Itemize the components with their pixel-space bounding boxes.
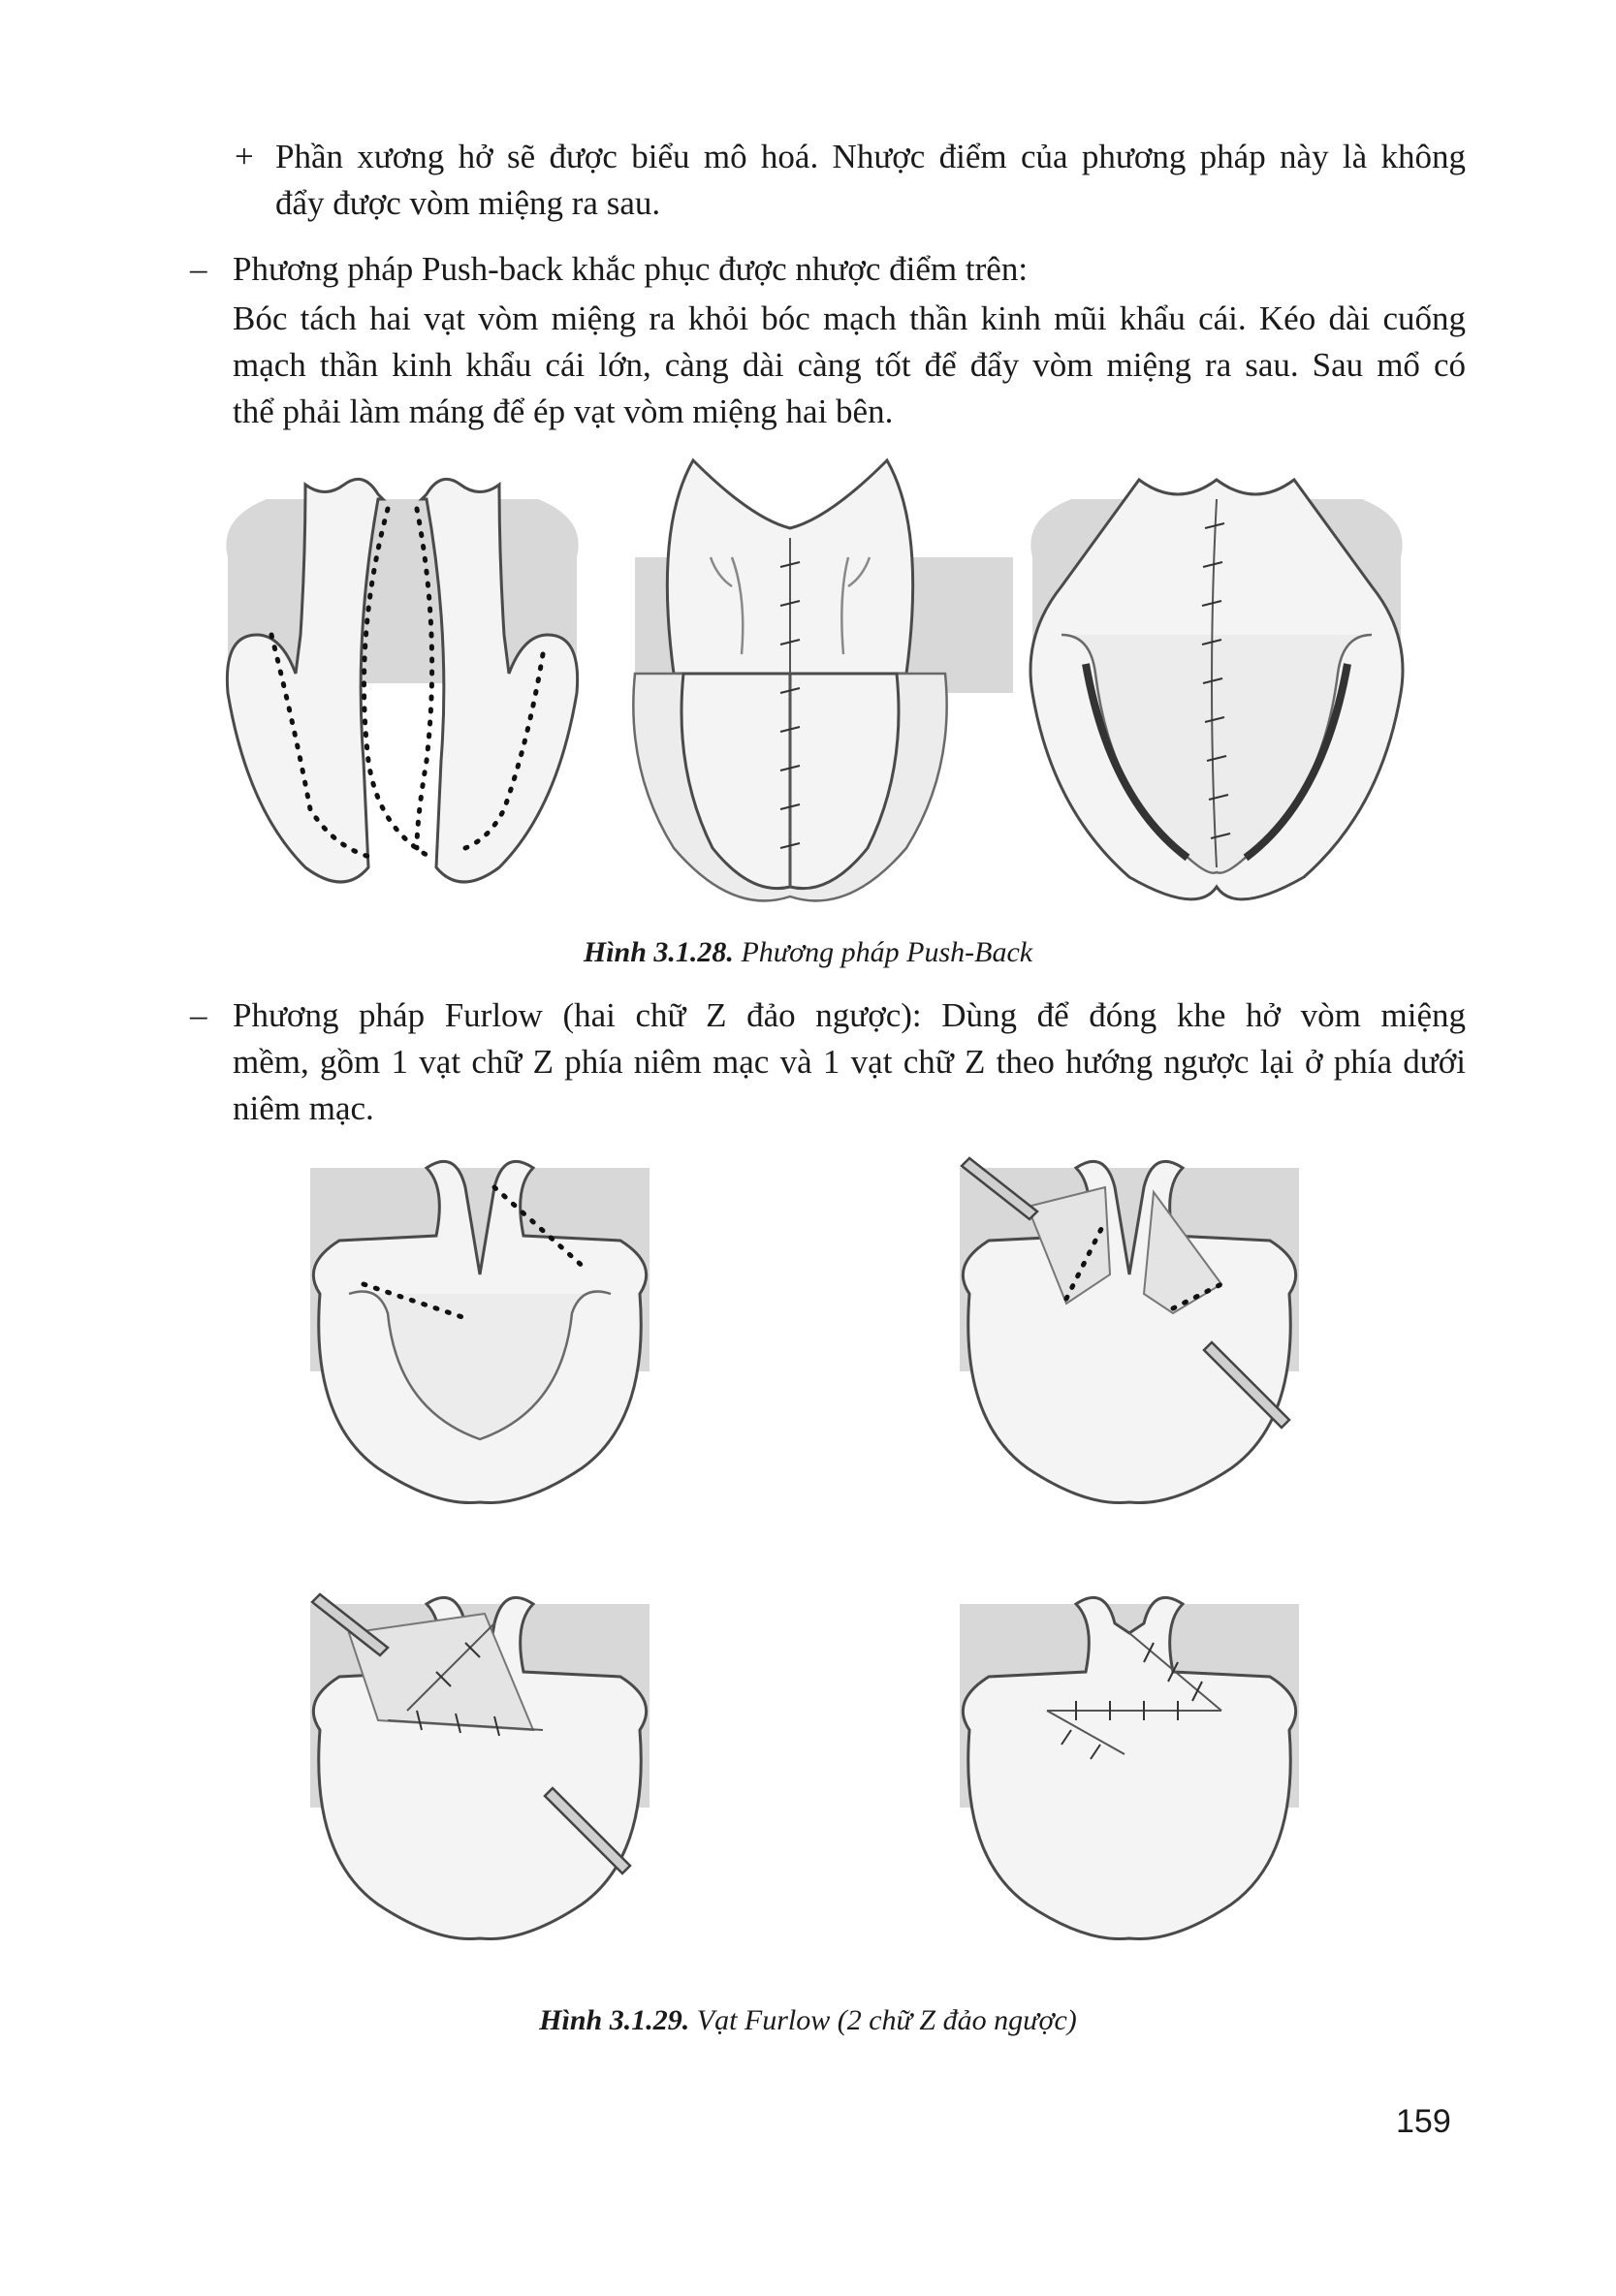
plus-bullet: +	[235, 138, 254, 175]
caption-label: Hình 3.1.29.	[539, 2004, 690, 2036]
caption-text: Phương pháp Push-Back	[741, 936, 1033, 968]
paragraph-push-back-description	[233, 296, 1466, 435]
dash-bullet: –	[190, 996, 207, 1034]
text-line: Phần xương hở sẽ được biểu mô hoá. Nhược điểm của phương pháp này là không	[275, 138, 1466, 175]
caption-label: Hình 3.1.28.	[583, 936, 734, 968]
figure-caption-push-back	[0, 936, 1616, 969]
palate-diagram-sutured	[1030, 480, 1403, 899]
paragraph-push-back-intro	[233, 246, 1466, 293]
dash-bullet: –	[190, 250, 207, 288]
furlow-diagram-incision	[310, 1161, 650, 1502]
text-line: mềm, gồm 1 vạt chữ Z phía niêm mạc và 1 vạt chữ Z theo hướng ngược lại ở phía dưới	[233, 1043, 1466, 1081]
paragraph-bone-exposure	[275, 134, 1466, 227]
push-back-illustration	[208, 441, 1410, 926]
text-line: Bóc tách hai vạt vòm miệng ra khỏi bóc mạch thần kinh mũi khẩu cái. Kéo dài cuống	[233, 299, 1466, 337]
text-line: thể phải làm máng để ép vạt vòm miệng hai bên.	[233, 393, 894, 430]
text-line: mạch thần kinh khẩu cái lớn, càng dài càng tốt để đẩy vòm miệng ra sau. Sau mổ có	[233, 346, 1466, 384]
palate-diagram-incision	[226, 479, 578, 882]
text-line: Phương pháp Furlow (hai chữ Z đảo ngược): Dùng để đóng khe hở vòm miệng	[233, 996, 1466, 1034]
text-line: đẩy được vòm miệng ra sau.	[275, 184, 661, 222]
text-line: Phương pháp Push-back khắc phục được nhược điểm trên:	[233, 250, 1029, 288]
furlow-illustration	[291, 1148, 1318, 2001]
furlow-diagram-completed	[960, 1597, 1299, 1938]
text-line: niêm mạc.	[233, 1089, 374, 1127]
paragraph-furlow	[233, 992, 1466, 1132]
palate-diagram-flaps-raised	[633, 460, 1013, 900]
figure-caption-furlow	[0, 2004, 1616, 2037]
page-number: 159	[1396, 2103, 1451, 2140]
furlow-diagram-flaps	[960, 1158, 1299, 1503]
furlow-diagram-suturing	[310, 1594, 650, 1939]
caption-text: Vạt Furlow (2 chữ Z đảo ngược)	[696, 2004, 1077, 2036]
